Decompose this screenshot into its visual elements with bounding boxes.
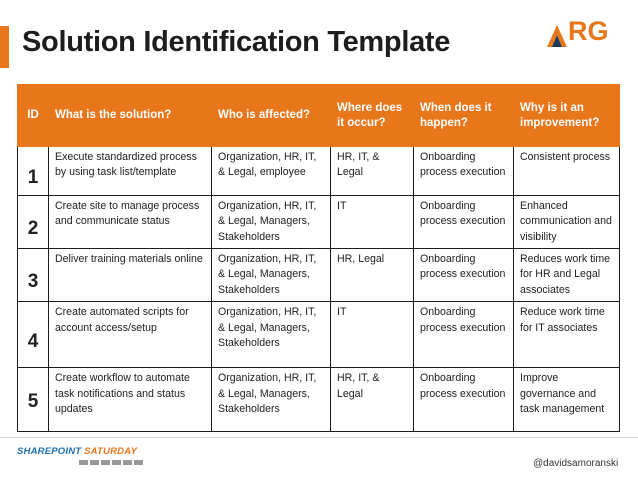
table-row	[18, 368, 620, 432]
cell-where: HR, IT, & Legal	[331, 147, 414, 196]
table-row	[18, 196, 620, 249]
row-id: 1	[18, 147, 49, 196]
cell-solution: Create workflow to automate task notifications and status updates	[49, 368, 212, 432]
cell-where: IT	[331, 302, 414, 368]
header-when: When does it happen?	[414, 85, 514, 147]
cell-where: IT	[331, 196, 414, 249]
header-affected: Who is affected?	[212, 85, 331, 147]
cell-why: Consistent process	[514, 147, 620, 196]
cell-solution: Execute standardized process by using task list/template	[49, 147, 212, 196]
row-id: 3	[18, 249, 49, 302]
table-row	[18, 302, 620, 368]
cell-where: HR, IT, & Legal	[331, 368, 414, 432]
table-row	[18, 249, 620, 302]
brand-part-sharepoint: SHAREPOINT	[17, 446, 82, 457]
author-handle: @davidsamoranski	[533, 458, 619, 469]
cell-affected: Organization, HR, IT, & Legal, Managers, Stakeholders	[212, 249, 331, 302]
cell-why: Reduces work time for HR and Legal associates	[514, 249, 620, 302]
cell-when: Onboarding process execution	[414, 196, 514, 249]
cell-affected: Organization, HR, IT, & Legal, Managers, Stakeholders	[212, 196, 331, 249]
header-id: ID	[18, 85, 49, 147]
header-solution: What is the solution?	[49, 85, 212, 147]
cell-where: HR, Legal	[331, 249, 414, 302]
cell-when: Onboarding process execution	[414, 249, 514, 302]
row-id: 2	[18, 196, 49, 249]
cell-why: Improve governance and task management	[514, 368, 620, 432]
cell-affected: Organization, HR, IT, & Legal, Managers, Stakeholders	[212, 302, 331, 368]
cell-solution: Deliver training materials online	[49, 249, 212, 302]
row-id: 4	[18, 302, 49, 368]
brand-blocks-icon	[79, 460, 143, 465]
cell-why: Enhanced communication and visibility	[514, 196, 620, 249]
title-accent-bar	[0, 26, 9, 68]
footer-divider	[0, 437, 638, 438]
cell-when: Onboarding process execution	[414, 147, 514, 196]
slide-title: Solution Identification Template	[22, 26, 451, 58]
cell-solution: Create automated scripts for account access/setup	[49, 302, 212, 368]
sharepoint-saturday-logo	[17, 446, 143, 465]
cell-affected: Organization, HR, IT, & Legal, Managers, Stakeholders	[212, 368, 331, 432]
header-where: Where does it occur?	[331, 85, 414, 147]
row-id: 5	[18, 368, 49, 432]
cell-when: Onboarding process execution	[414, 368, 514, 432]
cell-why: Reduce work time for IT associates	[514, 302, 620, 368]
header-why: Why is it an improvement?	[514, 85, 620, 147]
table-row	[18, 147, 620, 196]
cell-affected: Organization, HR, IT, & Legal, employee	[212, 147, 331, 196]
rg-logo-text: RG	[568, 16, 609, 46]
brand-part-saturday: SATURDAY	[84, 446, 138, 457]
cell-when: Onboarding process execution	[414, 302, 514, 368]
cell-solution: Create site to manage process and communicate status	[49, 196, 212, 249]
solution-table	[17, 84, 620, 432]
table-header-row	[18, 85, 620, 147]
